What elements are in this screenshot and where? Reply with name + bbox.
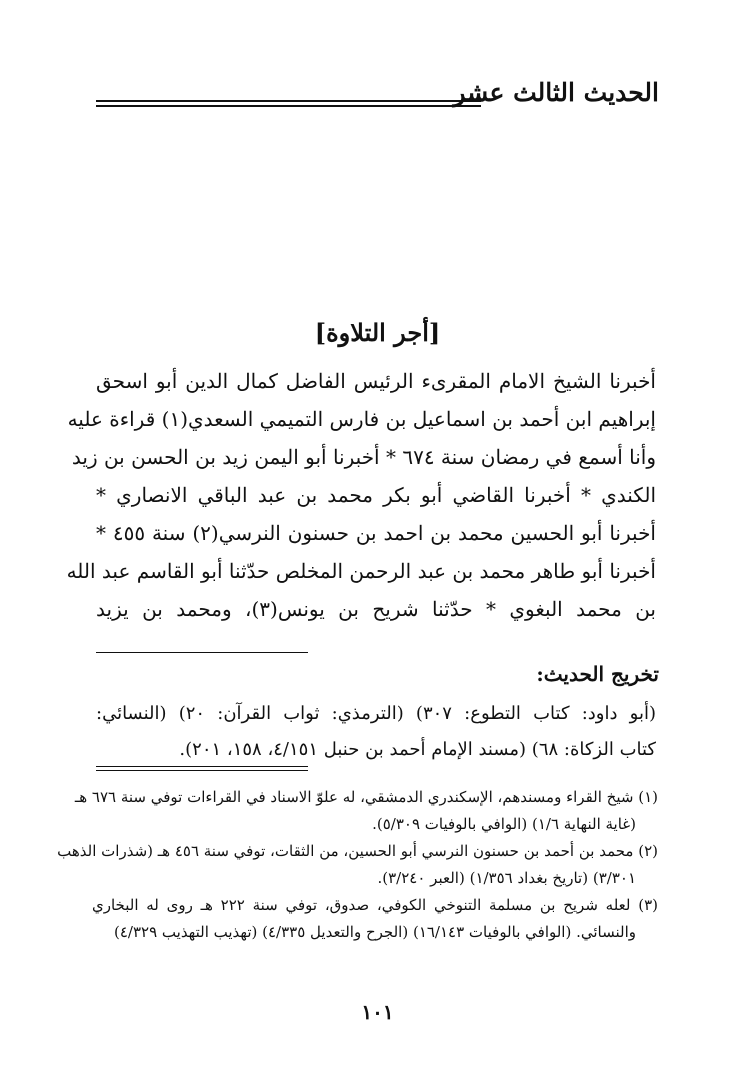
footnote-line: (١) شيخ القراء ومسندهم، الإسكندري الدمشقي، له علوّ الاسناد في القراءات توفي سنة ٦٧٦ هـ [74,788,658,806]
body-line: أخبرنا الشيخ الامام المقرىء الرئيس الفاضل كمال الدين أبو اسحق [96,369,656,393]
footnote-line: والنسائي. (الوافي بالوفيات ١٦/١٤٣) (الجرح والتعديل ٤/٣٣٥) (تهذيب التهذيب ٤/٣٢٩) [114,923,636,941]
footnote-divider [96,766,308,771]
takhrij-text [96,696,656,768]
hadith-isnad-text [66,362,656,628]
page-number: ١٠١ [361,1000,394,1024]
hadith-title: الحديث الثالث عشر [453,78,659,107]
body-line: أخبرنا أبو الحسين محمد بن احمد بن حسنون النرسي(٢) سنة ٤٥٥ * [96,521,656,545]
takhrij-line: كتاب الزكاة: ٦٨) (مسند الإمام أحمد بن حنبل ٤/١٥١، ١٥٨، ٢٠١). [179,739,656,760]
header-double-rule [96,100,481,107]
takhrij-title: تخريج الحديث: [536,662,659,686]
section-divider [96,652,308,653]
body-line: الكندي * أخبرنا القاضي أبو بكر محمد بن عبد الباقي الانصاري * [96,483,656,507]
page-header [96,78,659,122]
body-line: إبراهيم ابن أحمد بن اسماعيل بن فارس التميمي السعدي(١) قراءة عليه [67,407,656,431]
takhrij-line: (أبو داود: كتاب التطوع: ٣٠٧) (الترمذي: ثواب القرآن: ٢٠) (النسائي: [96,703,656,724]
footnote-line: (غاية النهاية ١/٦) (الوافي بالوفيات ٥/٣٠٩). [372,815,636,833]
body-line: أخبرنا أبو طاهر محمد بن عبد الرحمن المخلص حدّثنا أبو القاسم عبد الله [66,559,656,583]
footnotes [57,784,658,946]
footnote-line: ٣/٣٠١) (تاريخ بغداد ١/٣٥٦) (العبر ٣/٢٤٠). [377,869,636,887]
section-heading: [أجر التلاوة] [314,318,441,347]
body-line: وأنا أسمع في رمضان سنة ٦٧٤ * أخبرنا أبو اليمن زيد بن الحسن بن زيد [71,445,656,469]
body-line: بن محمد البغوي * حدّثنا شريح بن يونس(٣)، ومحمد بن يزيد [96,597,656,621]
footnote-line: (٣) لعله شريح بن مسلمة التنوخي الكوفي، صدوق، توفي سنة ٢٢٢ هـ روى له البخاري [92,896,658,914]
footnote-line: (٢) محمد بن أحمد بن حسنون النرسي أبو الحسين، من الثقات، توفي سنة ٤٥٦ هـ (شذرات الذهب [57,842,658,860]
